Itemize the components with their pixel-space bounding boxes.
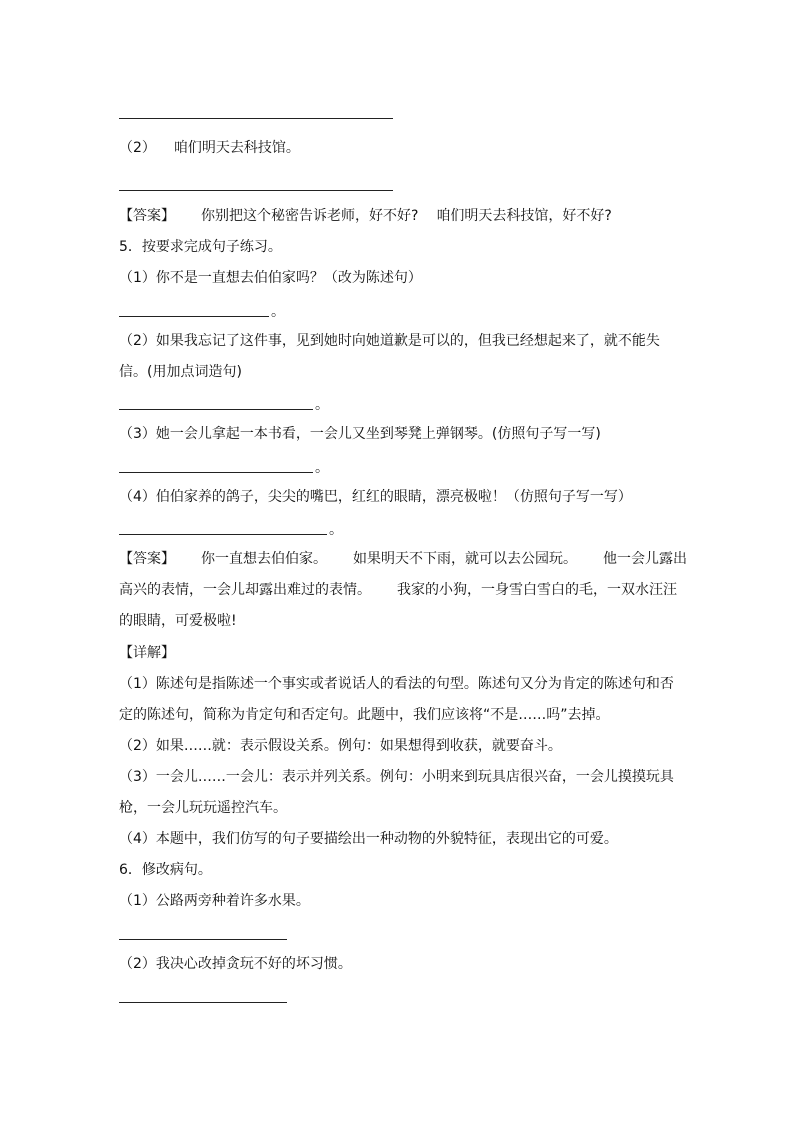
answer-line <box>119 939 287 940</box>
answer-row <box>119 206 612 226</box>
answer-row <box>119 580 677 600</box>
line-end: 。 <box>271 304 285 320</box>
answer-tag: 【答案】 <box>119 208 175 224</box>
question-item: （3）她一会儿拿起一本书看，一会儿又坐到琴凳上弹钢琴。(仿照句子写一写) <box>119 426 601 442</box>
answer-text: 咱们明天去科技馆，好不好? <box>436 208 612 224</box>
question-title: 5．按要求完成句子练习。 <box>119 239 282 255</box>
detail-line: 枪，一会儿玩玩遥控汽车。 <box>119 800 287 816</box>
question-text: 咱们明天去科技馆。 <box>173 140 300 156</box>
answer-line <box>119 190 393 191</box>
answer-text: 的眼睛，可爱极啦! <box>119 613 237 629</box>
answer-line <box>119 1002 287 1003</box>
detail-line: （1）陈述句是指陈述一个事实或者说话人的看法的句型。陈述句又分为肯定的陈述句和否 <box>119 676 674 692</box>
detail-tag: 【详解】 <box>119 645 175 661</box>
detail-line: （3）一会儿……一会儿：表示并列关系。例句：小明来到玩具店很兴奋，一会儿摸摸玩具 <box>119 769 674 785</box>
answer-line <box>119 472 313 473</box>
detail-line: （4）本题中，我们仿写的句子要描绘出一种动物的外貌特征，表现出它的可爱。 <box>119 831 618 847</box>
question-number: （2） <box>119 140 156 156</box>
answer-tag: 【答案】 <box>119 551 175 567</box>
answer-text: 他一会儿露出 <box>603 551 687 567</box>
question-item: （4）伯伯家养的鸽子，尖尖的嘴巴，红红的眼睛，漂亮极啦！（仿照句子写一写） <box>119 489 632 505</box>
answer-row <box>119 549 687 569</box>
question-item: （1）你不是一直想去伯伯家吗？（改为陈述句） <box>119 270 422 286</box>
question-item <box>119 138 300 158</box>
answer-line <box>119 409 313 410</box>
line-end: 。 <box>315 460 329 476</box>
question-item: 信。(用加点词造句) <box>119 364 242 380</box>
answer-text: 你一直想去伯伯家。 <box>201 551 327 567</box>
answer-text: 如果明天不下雨，就可以去公园玩。 <box>353 551 577 567</box>
question-item: （2）我决心改掉贪玩不好的坏习惯。 <box>119 956 352 972</box>
answer-text: 我家的小狗，一身雪白雪白的毛，一双水汪汪 <box>397 582 677 598</box>
answer-text: 你别把这个秘密告诉老师，好不好? <box>201 208 419 224</box>
answer-line <box>119 534 327 535</box>
line-end: 。 <box>329 522 343 538</box>
line-end: 。 <box>315 397 329 413</box>
detail-line: （2）如果……就：表示假设关系。例句：如果想得到收获，就要奋斗。 <box>119 738 562 754</box>
answer-line <box>119 316 269 317</box>
answer-text: 高兴的表情，一会儿却露出难过的表情。 <box>119 582 371 598</box>
question-title: 6．修改病句。 <box>119 862 212 878</box>
question-item: （1）公路两旁种着许多水果。 <box>119 893 310 909</box>
answer-line <box>119 118 393 119</box>
question-item: （2）如果我忘记了这件事，见到她时向她道歉是可以的，但我已经想起来了，就不能失 <box>119 333 660 349</box>
detail-line: 定的陈述句，简称为肯定句和否定句。此题中，我们应该将“不是……吗”去掉。 <box>119 707 610 723</box>
